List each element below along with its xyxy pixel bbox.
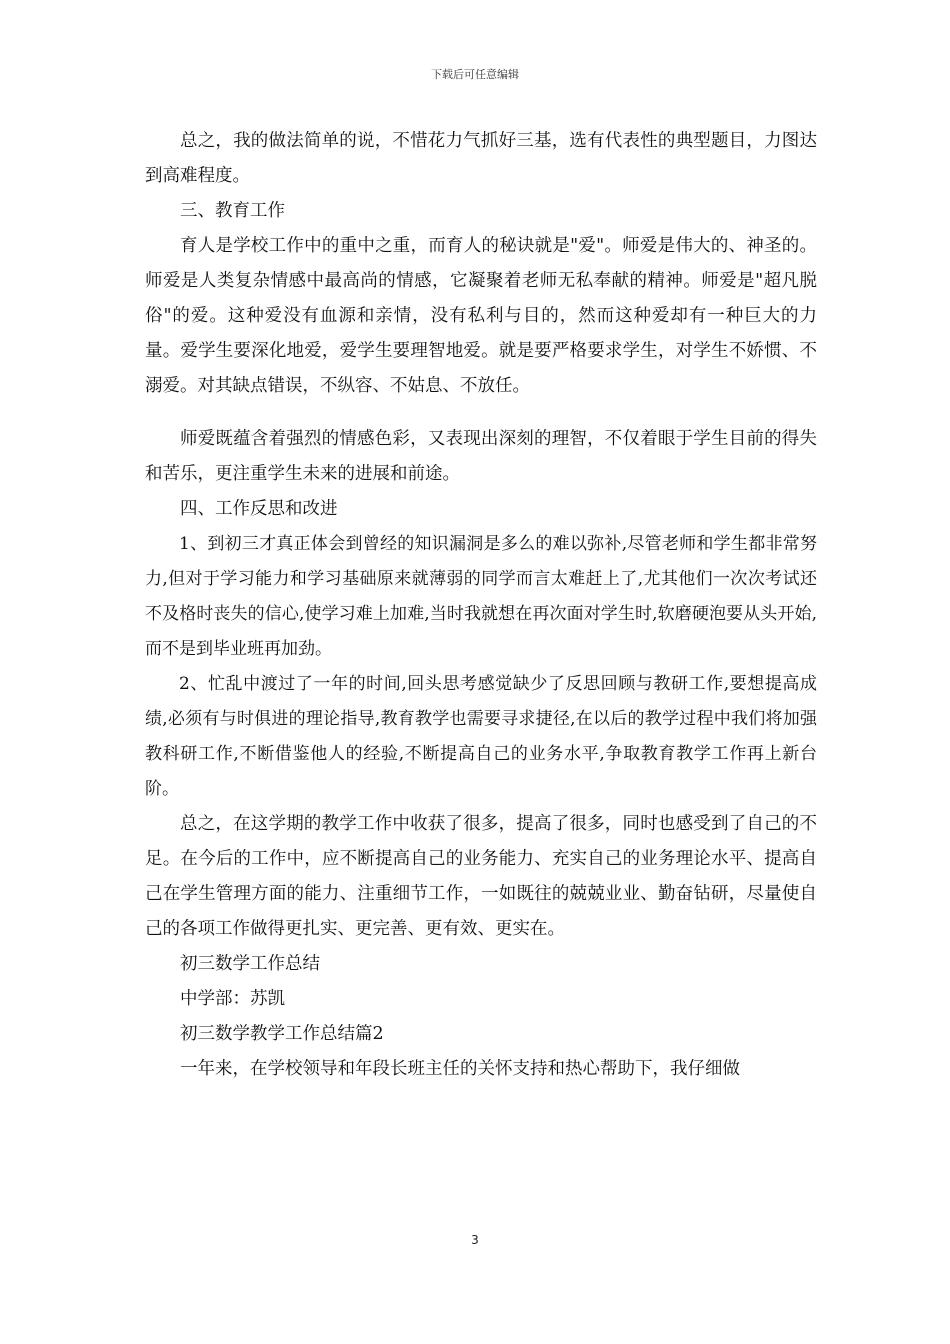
document-body: [145, 124, 817, 1087]
paragraph-intro-2: 一年来，在学校领导和年段长班主任的关怀支持和热心帮助下，我仔细做: [180, 1059, 740, 1079]
page-header: 下载后可任意编辑: [431, 68, 519, 81]
paragraph-conclusion: 总之，在这学期的教学工作中收获了很多，提高了很多，同时也感受到了自己的不足。在今后的工作中，应不断提高自己的业务能力、充实自己的业务理论水平、提高自己在学生管理方面的能力、注重细节工作，一如既往的兢兢业业、勤奋钻研，尽量使自己的各项工作做得更扎实、更完善、更有效、更实在。: [145, 814, 817, 939]
section-heading-education: 三、教育工作: [180, 201, 285, 221]
paragraph-reflection-1: 1、到初三才真正体会到曾经的知识漏洞是多么的难以弥补,尽管老师和学生都非常努力,但对于学习能力和学习基础原来就薄弱的同学而言太难赶上了,尤其他们一次次考试还不及格时丧失的信心,使学习难上加难,当时我就想在再次面对学生时,软磨硬泡要从头开始,而不是到毕业班再加劲。: [145, 534, 817, 659]
paragraph-reflection-2: 2、忙乱中渡过了一年的时间,回头思考感觉缺少了反思回顾与教研工作,要想提高成绩,必须有与时俱进的理论指导,教育教学也需要寻求捷径,在以后的教学过程中我们将加强教科研工作,不断借鉴他人的经验,不断提高自己的业务水平,争取教育教学工作再上新台阶。: [145, 674, 817, 799]
document-title: 初三数学工作总结: [180, 954, 320, 974]
paragraph-love-reason: 师爱既蕴含着强烈的情感色彩，又表现出深刻的理智，不仅着眼于学生目前的得失和苦乐，更注重学生未来的进展和前途。: [145, 429, 817, 484]
section-heading-reflection: 四、工作反思和改进: [180, 499, 338, 519]
author-line: 中学部：苏凯: [180, 989, 285, 1009]
paragraph-teacher-love: 育人是学校工作中的重中之重，而育人的秘诀就是"爱"。师爱是伟大的、神圣的。师爱是人类复杂情感中最高尚的情感，它凝聚着老师无私奉献的精神。师爱是"超凡脱俗"的爱。这种爱没有血源和亲情，没有私利与目的，然而这种爱却有一种巨大的力量。爱学生要深化地爱，爱学生要理智地爱。就是要严格要求学生，对学生不娇惯、不溺爱。对其缺点错误，不纵容、不姑息、不放任。: [145, 236, 817, 396]
article-title-2: 初三数学教学工作总结篇2: [180, 1024, 384, 1044]
page-number: 3: [471, 1233, 479, 1247]
paragraph-summary-method: 总之，我的做法简单的说，不惜花力气抓好三基，选有代表性的典型题目，力图达到高难程度。: [145, 131, 817, 186]
